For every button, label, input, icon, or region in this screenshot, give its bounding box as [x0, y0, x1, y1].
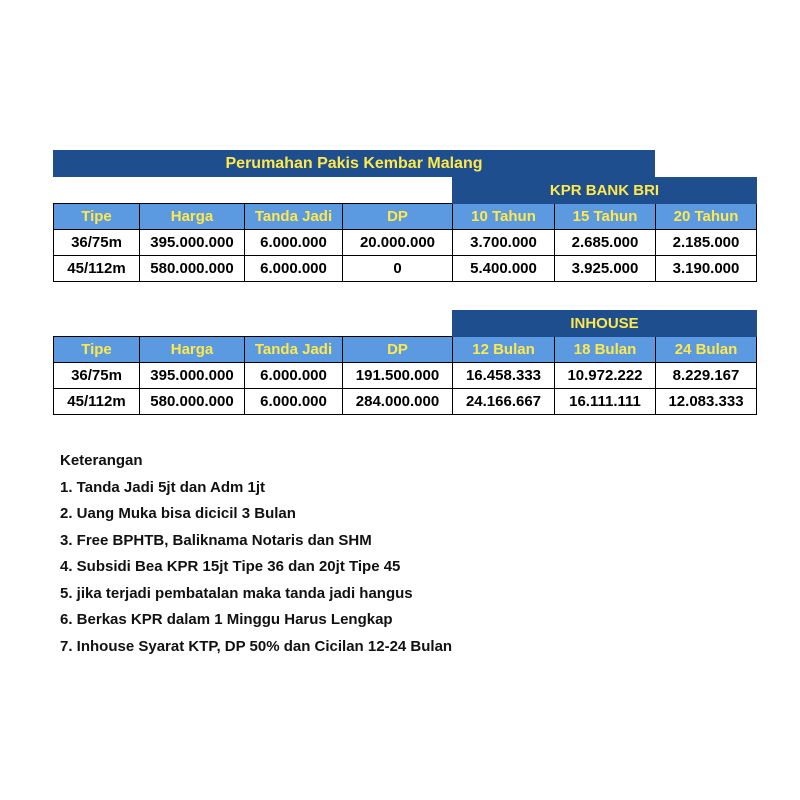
- inhouse-header-12-bulan: 12 Bulan: [453, 337, 555, 363]
- inhouse-cell-18-bulan: 10.972.222: [555, 363, 656, 389]
- table-row: [54, 363, 757, 389]
- list-item: 7. Inhouse Syarat KTP, DP 50% dan Cicilan 12-24 Bulan: [60, 637, 453, 655]
- kpr-table-block: [53, 177, 756, 282]
- kpr-header-20-tahun: 20 Tahun: [656, 204, 757, 230]
- kpr-cell-20-tahun: 2.185.000: [656, 230, 757, 256]
- kpr-header-15-tahun: 15 Tahun: [555, 204, 656, 230]
- inhouse-cell-tipe: 36/75m: [54, 363, 140, 389]
- inhouse-cell-tanda-jadi: 6.000.000: [245, 389, 343, 415]
- kpr-header-10-tahun: 10 Tahun: [453, 204, 555, 230]
- list-item: 6. Berkas KPR dalam 1 Minggu Harus Lengkap: [60, 611, 393, 628]
- inhouse-table-block: [53, 310, 756, 415]
- inhouse-header-dp: DP: [343, 337, 453, 363]
- inhouse-cell-12-bulan: 16.458.333: [453, 363, 555, 389]
- notes-heading: Keterangan: [60, 452, 143, 469]
- kpr-cell-dp: 20.000.000: [343, 230, 453, 256]
- list-item: 4. Subsidi Bea KPR 15jt Tipe 36 dan 20jt Tipe 45: [60, 558, 401, 575]
- inhouse-table: [53, 310, 757, 415]
- kpr-cell-tanda-jadi: 6.000.000: [245, 256, 343, 282]
- inhouse-header-24-bulan: 24 Bulan: [656, 337, 757, 363]
- kpr-cell-tipe: 36/75m: [54, 230, 140, 256]
- kpr-group-spacer: [54, 178, 453, 204]
- kpr-cell-20-tahun: 3.190.000: [656, 256, 757, 282]
- inhouse-cell-18-bulan: 16.111.111: [555, 389, 656, 415]
- inhouse-cell-harga: 395.000.000: [140, 363, 245, 389]
- kpr-header-dp: DP: [343, 204, 453, 230]
- kpr-cell-tipe: 45/112m: [54, 256, 140, 282]
- inhouse-cell-tipe: 45/112m: [54, 389, 140, 415]
- kpr-header-row: [54, 204, 757, 230]
- kpr-cell-tanda-jadi: 6.000.000: [245, 230, 343, 256]
- kpr-group-label: KPR BANK BRI: [453, 178, 757, 204]
- list-item: 1. Tanda Jadi 5jt dan Adm 1jt: [60, 478, 266, 496]
- table-row: [54, 230, 757, 256]
- kpr-table: [53, 177, 757, 282]
- list-item: 2. Uang Muka bisa dicicil 3 Bulan: [60, 505, 296, 522]
- inhouse-group-spacer: [54, 311, 453, 337]
- inhouse-header-18-bulan: 18 Bulan: [555, 337, 656, 363]
- inhouse-cell-12-bulan: 24.166.667: [453, 389, 555, 415]
- table-row: [54, 256, 757, 282]
- kpr-cell-15-tahun: 3.925.000: [555, 256, 656, 282]
- kpr-header-tipe: Tipe: [54, 204, 140, 230]
- inhouse-group-label: INHOUSE: [453, 311, 757, 337]
- kpr-cell-harga: 395.000.000: [140, 230, 245, 256]
- kpr-cell-10-tahun: 3.700.000: [453, 230, 555, 256]
- inhouse-header-harga: Harga: [140, 337, 245, 363]
- inhouse-header-tanda-jadi: Tanda Jadi: [245, 337, 343, 363]
- inhouse-cell-dp: 191.500.000: [343, 363, 453, 389]
- inhouse-cell-24-bulan: 12.083.333: [656, 389, 757, 415]
- inhouse-header-row: [54, 337, 757, 363]
- page-title: Perumahan Pakis Kembar Malang: [53, 150, 655, 177]
- kpr-header-harga: Harga: [140, 204, 245, 230]
- kpr-cell-15-tahun: 2.685.000: [555, 230, 656, 256]
- inhouse-header-tipe: Tipe: [54, 337, 140, 363]
- inhouse-cell-harga: 580.000.000: [140, 389, 245, 415]
- inhouse-cell-tanda-jadi: 6.000.000: [245, 363, 343, 389]
- inhouse-cell-24-bulan: 8.229.167: [656, 363, 757, 389]
- kpr-cell-dp: 0: [343, 256, 453, 282]
- list-item: 3. Free BPHTB, Baliknama Notaris dan SHM: [60, 531, 372, 549]
- kpr-cell-harga: 580.000.000: [140, 256, 245, 282]
- inhouse-cell-dp: 284.000.000: [343, 389, 453, 415]
- kpr-cell-10-tahun: 5.400.000: [453, 256, 555, 282]
- kpr-header-tanda-jadi: Tanda Jadi: [245, 204, 343, 230]
- list-item: 5. jika terjadi pembatalan maka tanda jadi hangus: [60, 584, 413, 602]
- table-row: [54, 389, 757, 415]
- notes-section: [60, 448, 760, 660]
